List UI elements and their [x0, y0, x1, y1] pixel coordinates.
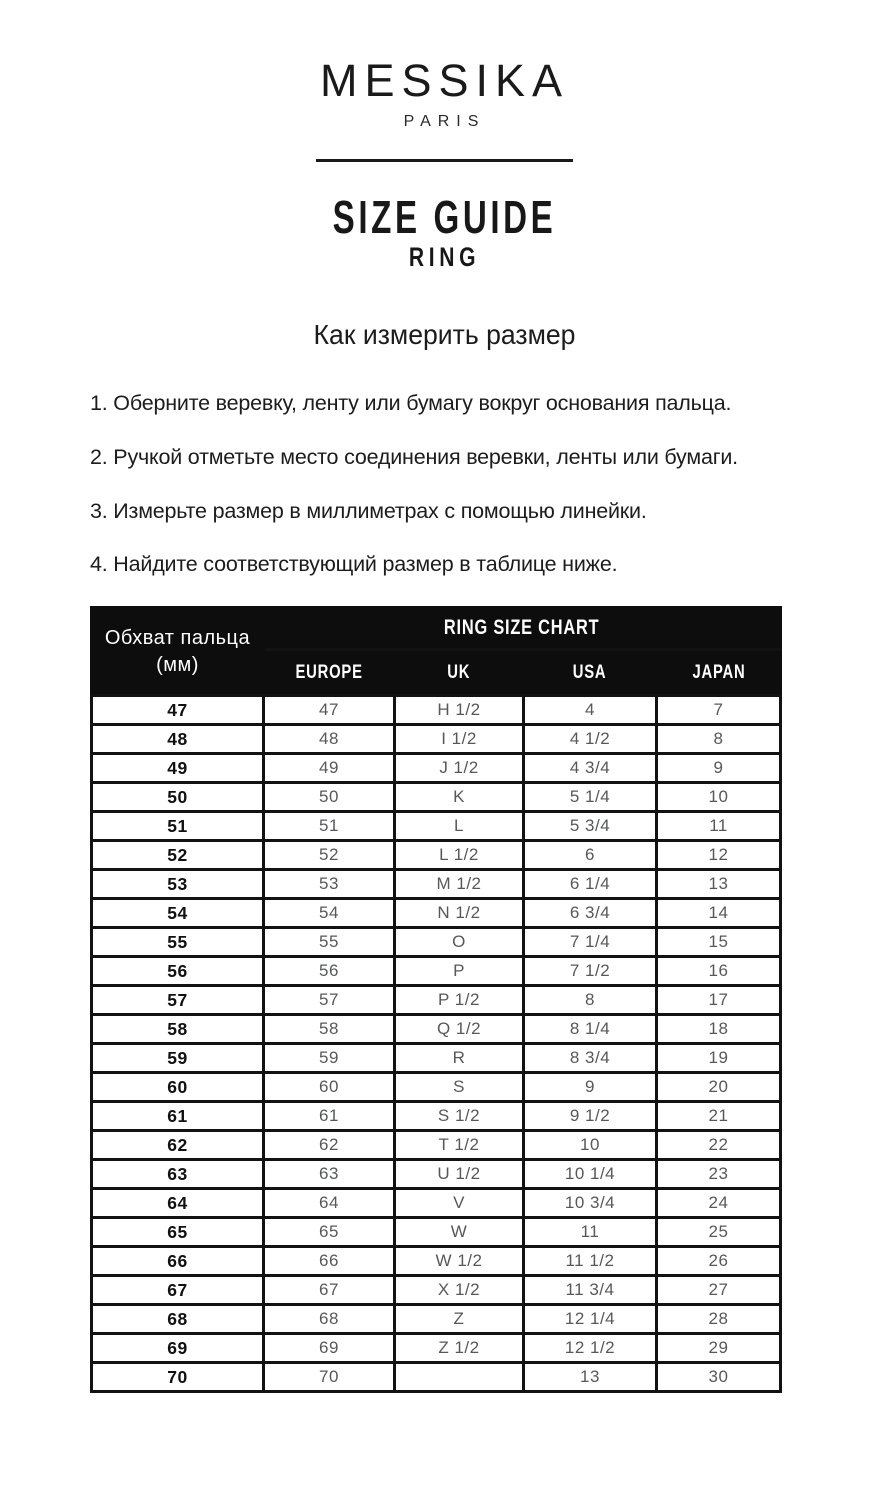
cell-size: 11 1/2	[524, 1247, 657, 1276]
header-finger-circumference-line2: (мм)	[156, 653, 199, 676]
cell-size: 16	[657, 957, 781, 986]
cell-size: 10	[524, 1131, 657, 1160]
table-row	[92, 1044, 781, 1073]
cell-circumference: 65	[92, 1218, 264, 1247]
cell-size: J 1/2	[395, 754, 524, 783]
cell-circumference: 61	[92, 1102, 264, 1131]
cell-size: 29	[657, 1334, 781, 1363]
cell-circumference: 49	[92, 754, 264, 783]
cell-size: 10	[657, 783, 781, 812]
column-header-europe: EUROPE	[264, 650, 395, 696]
table-row	[92, 841, 781, 870]
cell-size: 8 1/4	[524, 1015, 657, 1044]
cell-size: 24	[657, 1189, 781, 1218]
cell-size: 11 3/4	[524, 1276, 657, 1305]
cell-size: 4	[524, 696, 657, 725]
cell-circumference: 66	[92, 1247, 264, 1276]
cell-size: 67	[264, 1276, 395, 1305]
cell-size: O	[395, 928, 524, 957]
cell-size: P 1/2	[395, 986, 524, 1015]
table-title: RING SIZE CHART	[444, 615, 600, 639]
cell-size: 22	[657, 1131, 781, 1160]
cell-size: 17	[657, 986, 781, 1015]
cell-size: 21	[657, 1102, 781, 1131]
table-title-cell	[264, 608, 781, 650]
cell-size: 6	[524, 841, 657, 870]
cell-circumference: 68	[92, 1305, 264, 1334]
howto-step: 2. Ручкой отметьте место соединения веревки, ленты или бумаги.	[90, 444, 738, 469]
brand-logo: MESSIKA	[319, 55, 570, 106]
table-row	[92, 1247, 781, 1276]
cell-size: 30	[657, 1363, 781, 1392]
table-row	[92, 1363, 781, 1392]
header-finger-circumference	[92, 608, 264, 696]
cell-size: 15	[657, 928, 781, 957]
cell-size: L	[395, 812, 524, 841]
ring-size-table-body	[92, 696, 781, 1392]
table-row	[92, 725, 781, 754]
column-header-japan: JAPAN	[657, 650, 781, 696]
cell-size: Q 1/2	[395, 1015, 524, 1044]
cell-size: 10 1/4	[524, 1160, 657, 1189]
cell-size: 62	[264, 1131, 395, 1160]
cell-size: Z	[395, 1305, 524, 1334]
cell-size: 54	[264, 899, 395, 928]
cell-size: 14	[657, 899, 781, 928]
howto-step: 1. Оберните веревку, ленту или бумагу вокруг основания пальца.	[90, 391, 732, 416]
table-row	[92, 986, 781, 1015]
cell-size: 49	[264, 754, 395, 783]
cell-size: 9 1/2	[524, 1102, 657, 1131]
cell-size: W	[395, 1218, 524, 1247]
cell-size: V	[395, 1189, 524, 1218]
cell-size: 59	[264, 1044, 395, 1073]
table-row	[92, 1305, 781, 1334]
table-row	[92, 928, 781, 957]
brand-header	[0, 0, 889, 162]
cell-size: 26	[657, 1247, 781, 1276]
cell-size: 60	[264, 1073, 395, 1102]
cell-size: 4 3/4	[524, 754, 657, 783]
howto-steps	[90, 391, 791, 577]
cell-circumference: 58	[92, 1015, 264, 1044]
cell-size: 12	[657, 841, 781, 870]
cell-size: 4 1/2	[524, 725, 657, 754]
cell-size: 50	[264, 783, 395, 812]
cell-size: 51	[264, 812, 395, 841]
table-row	[92, 1131, 781, 1160]
table-row	[92, 1160, 781, 1189]
cell-circumference: 59	[92, 1044, 264, 1073]
cell-size: 23	[657, 1160, 781, 1189]
ring-size-table-header	[92, 608, 781, 696]
table-row	[92, 783, 781, 812]
cell-circumference: 63	[92, 1160, 264, 1189]
cell-circumference: 60	[92, 1073, 264, 1102]
cell-circumference: 62	[92, 1131, 264, 1160]
cell-size: 8 3/4	[524, 1044, 657, 1073]
cell-size: S 1/2	[395, 1102, 524, 1131]
cell-size: Z 1/2	[395, 1334, 524, 1363]
cell-circumference: 47	[92, 696, 264, 725]
cell-size: 25	[657, 1218, 781, 1247]
cell-circumference: 69	[92, 1334, 264, 1363]
howto-title: Как измерить размер	[313, 319, 576, 351]
cell-size: 65	[264, 1218, 395, 1247]
cell-size: 70	[264, 1363, 395, 1392]
cell-size: I 1/2	[395, 725, 524, 754]
cell-size: 55	[264, 928, 395, 957]
cell-size	[395, 1363, 524, 1392]
table-row	[92, 1015, 781, 1044]
cell-circumference: 53	[92, 870, 264, 899]
cell-size: N 1/2	[395, 899, 524, 928]
brand-city: PARIS	[403, 112, 486, 130]
cell-size: 63	[264, 1160, 395, 1189]
cell-size: K	[395, 783, 524, 812]
cell-circumference: 50	[92, 783, 264, 812]
table-row	[92, 870, 781, 899]
cell-circumference: 55	[92, 928, 264, 957]
table-row	[92, 696, 781, 725]
cell-size: 58	[264, 1015, 395, 1044]
cell-size: 6 3/4	[524, 899, 657, 928]
cell-circumference: 56	[92, 957, 264, 986]
cell-size: 6 1/4	[524, 870, 657, 899]
table-row	[92, 754, 781, 783]
cell-size: 66	[264, 1247, 395, 1276]
cell-size: 53	[264, 870, 395, 899]
cell-size: X 1/2	[395, 1276, 524, 1305]
table-row	[92, 1218, 781, 1247]
column-header-usa: USA	[524, 650, 657, 696]
cell-size: 7	[657, 696, 781, 725]
cell-size: 47	[264, 696, 395, 725]
table-row	[92, 1276, 781, 1305]
guide-subtitle: RING	[408, 242, 481, 273]
cell-size: 56	[264, 957, 395, 986]
table-row	[92, 1073, 781, 1102]
cell-size: 7 1/2	[524, 957, 657, 986]
cell-circumference: 48	[92, 725, 264, 754]
cell-size: 10 3/4	[524, 1189, 657, 1218]
cell-size: 68	[264, 1305, 395, 1334]
cell-circumference: 70	[92, 1363, 264, 1392]
cell-size: 5 3/4	[524, 812, 657, 841]
cell-size: 27	[657, 1276, 781, 1305]
cell-size: 7 1/4	[524, 928, 657, 957]
table-row	[92, 1334, 781, 1363]
cell-circumference: 67	[92, 1276, 264, 1305]
table-row	[92, 957, 781, 986]
header-finger-circumference-line1: Обхват пальца	[104, 626, 251, 649]
cell-size: 13	[657, 870, 781, 899]
cell-size: 18	[657, 1015, 781, 1044]
howto-step: 3. Измерьте размер в миллиметрах с помощью линейки.	[90, 498, 647, 523]
cell-size: 19	[657, 1044, 781, 1073]
cell-size: 20	[657, 1073, 781, 1102]
cell-size: 11	[657, 812, 781, 841]
howto-step: 4. Найдите соответствующий размер в таблице ниже.	[90, 552, 618, 577]
divider-rule	[316, 159, 573, 162]
cell-size: 52	[264, 841, 395, 870]
cell-size: 12 1/2	[524, 1334, 657, 1363]
cell-size: R	[395, 1044, 524, 1073]
cell-size: 13	[524, 1363, 657, 1392]
cell-circumference: 51	[92, 812, 264, 841]
cell-size: 8	[524, 986, 657, 1015]
cell-circumference: 57	[92, 986, 264, 1015]
table-row	[92, 812, 781, 841]
cell-size: 5 1/4	[524, 783, 657, 812]
cell-size: 12 1/4	[524, 1305, 657, 1334]
cell-size: 11	[524, 1218, 657, 1247]
cell-size: 8	[657, 725, 781, 754]
cell-circumference: 64	[92, 1189, 264, 1218]
cell-size: 9	[524, 1073, 657, 1102]
cell-size: T 1/2	[395, 1131, 524, 1160]
guide-title: SIZE GUIDE	[332, 190, 557, 243]
table-row	[92, 899, 781, 928]
table-row	[92, 1189, 781, 1218]
cell-size: 9	[657, 754, 781, 783]
cell-size: 64	[264, 1189, 395, 1218]
cell-size: 61	[264, 1102, 395, 1131]
cell-size: 57	[264, 986, 395, 1015]
cell-size: S	[395, 1073, 524, 1102]
ring-size-table	[90, 606, 782, 1393]
column-header-uk: UK	[395, 650, 524, 696]
table-row	[92, 1102, 781, 1131]
cell-size: L 1/2	[395, 841, 524, 870]
cell-circumference: 52	[92, 841, 264, 870]
cell-size: H 1/2	[395, 696, 524, 725]
cell-size: 69	[264, 1334, 395, 1363]
cell-size: 28	[657, 1305, 781, 1334]
cell-circumference: 54	[92, 899, 264, 928]
cell-size: P	[395, 957, 524, 986]
cell-size: M 1/2	[395, 870, 524, 899]
cell-size: U 1/2	[395, 1160, 524, 1189]
cell-size: W 1/2	[395, 1247, 524, 1276]
cell-size: 48	[264, 725, 395, 754]
